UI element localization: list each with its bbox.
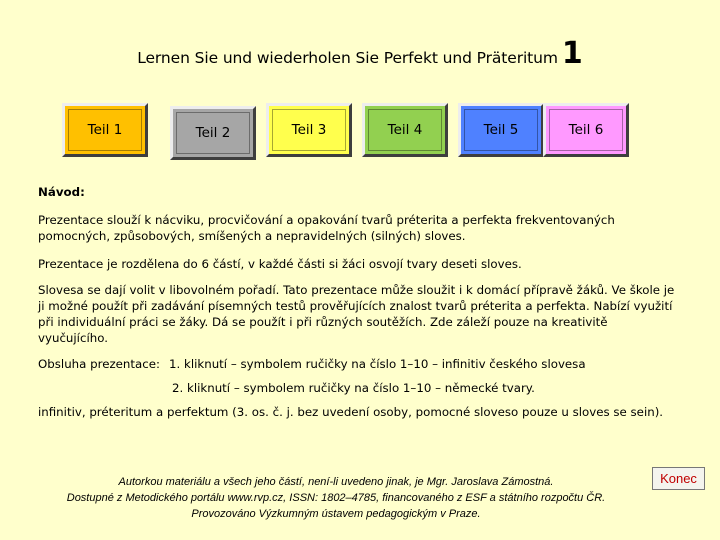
controls-step-2: 2. kliknutí – symbolem ručičky na číslo 1–10 – německé tvary. [172,381,535,395]
end-button[interactable]: Konec [652,467,705,490]
part-5-label: Teil 5 [483,122,519,138]
part-5-button[interactable] [458,103,544,157]
footer-credits [36,474,636,522]
part-6-label: Teil 6 [568,122,604,138]
instructions [38,184,678,420]
page-title [0,36,720,71]
footer-line-3: Provozováno Výzkumným ústavem pedagogickým v Praze. [191,508,481,520]
part-6-button[interactable] [543,103,629,157]
part-2-label: Teil 2 [195,125,231,141]
instructions-paragraph-3: Slovesa se dají volit v libovolném pořadí. Tato prezentace může sloužit i k domácí přípravě žáků. Ve škole je ji možné použít při zadávání písemných testů prověřujících znalost tvarů préterita a perfekta. Nabízí využití při individuální práci se žáky. Dá se použít i při různých soutěžích. Zde záleží pouze na kreativitě vyučujícího. [38,283,675,345]
part-1-label: Teil 1 [87,122,123,138]
part-1-button[interactable] [62,103,148,157]
instructions-paragraph-1: Prezentace slouží k nácviku, procvičování a opakování tvarů préterita a perfekta frekventovaných pomocných, způsobových, smíšených a nepravidelných (silných) sloves. [38,213,615,243]
part-4-label: Teil 4 [387,122,423,138]
controls-line-1 [38,356,678,372]
part-3-label: Teil 3 [291,122,327,138]
title-number: 1 [561,36,583,71]
footer-line-1: Autorkou materiálu a všech jeho částí, není-li uvedeno jinak, je Mgr. Jaroslava Zámostná. [118,476,554,488]
footer-line-2: Dostupné z Metodického portálu www.rvp.cz, ISSN: 1802–4785, financovaného z ESF a státního rozpočtu ČR. [66,492,606,504]
part-2-button[interactable] [170,106,256,160]
controls-step-1: 1. kliknutí – symbolem ručičky na číslo 1–10 – infinitiv českého slovesa [169,357,586,371]
part-3-button[interactable] [266,103,352,157]
instructions-paragraph-forms: infinitiv, préteritum a perfektum (3. os. č. j. bez uvedení osoby, pomocné sloveso pouze u sloves se sein). [38,405,664,419]
controls-label: Obsluha prezentace: [38,357,160,371]
instructions-paragraph-2: Prezentace je rozdělena do 6 částí, v každé části si žáci osvojí tvary deseti sloves. [38,257,522,271]
title-text: Lernen Sie und wiederholen Sie Perfekt und Präteritum [137,49,558,67]
part-4-button[interactable] [362,103,448,157]
instructions-heading: Návod: [38,185,85,199]
